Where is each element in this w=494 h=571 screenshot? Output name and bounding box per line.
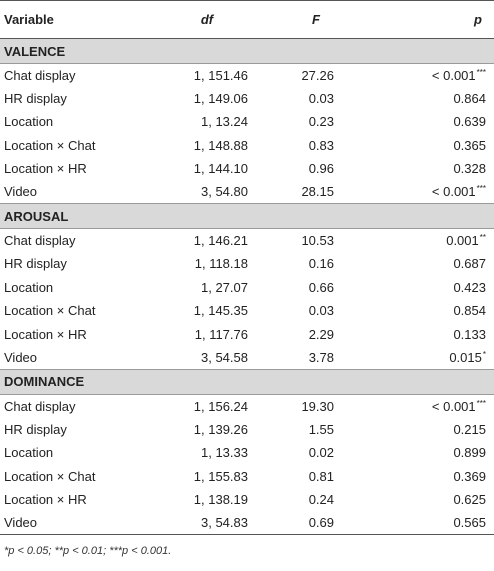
cell-f: 0.66 <box>308 279 334 295</box>
p-value: 0.423 <box>453 279 486 295</box>
table-row <box>0 441 494 464</box>
p-value: 0.687 <box>453 256 486 272</box>
cell-variable: Location <box>4 114 54 130</box>
cell-variable: Location × HR <box>4 326 87 342</box>
cell-p <box>366 276 494 299</box>
p-value: 0.365 <box>453 137 486 153</box>
p-value: < 0.001 <box>431 398 476 414</box>
table-row <box>0 511 494 534</box>
cell-f: 0.03 <box>308 303 334 319</box>
significance-stars: * <box>482 349 486 359</box>
cell-p <box>366 180 494 203</box>
significance-stars: *** <box>476 184 486 194</box>
cell-f: 1.55 <box>308 421 334 437</box>
table-row <box>0 418 494 441</box>
cell-f: 0.81 <box>308 468 334 484</box>
p-value: 0.864 <box>453 91 486 107</box>
table-row <box>0 322 494 345</box>
cell-variable: Location × Chat <box>4 303 96 319</box>
cell-variable: Location × Chat <box>4 468 96 484</box>
cell-df: 3, 54.83 <box>148 511 266 534</box>
p-value: 0.899 <box>453 445 486 461</box>
significance-stars: *** <box>476 398 486 408</box>
cell-f: 2.29 <box>308 326 334 342</box>
cell-f: 0.23 <box>308 114 334 130</box>
table-row <box>0 134 494 157</box>
cell-df: 1, 117.76 <box>194 326 248 342</box>
cell-f: 28.15 <box>301 184 334 200</box>
table-row <box>0 394 494 417</box>
p-value: < 0.001 <box>431 67 476 83</box>
cell-df: 1, 118.18 <box>194 256 248 272</box>
cell-p <box>366 441 494 464</box>
p-value: 0.015 <box>449 349 482 365</box>
cell-f: 0.69 <box>266 511 366 534</box>
table-row <box>0 252 494 275</box>
cell-df: 1, 138.19 <box>193 491 248 507</box>
cell-df: 1, 145.35 <box>193 303 248 319</box>
cell-p <box>366 418 494 441</box>
cell-variable: HR display <box>4 91 67 107</box>
p-value: 0.369 <box>453 468 486 484</box>
cell-p <box>366 322 494 345</box>
p-value: 0.328 <box>453 161 486 177</box>
cell-variable: Chat display <box>4 233 76 249</box>
cell-df: 1, 146.21 <box>193 233 248 249</box>
cell-f: 0.03 <box>308 91 334 107</box>
cell-df: 1, 148.88 <box>193 137 248 153</box>
cell-variable: Video <box>0 511 148 534</box>
cell-variable: Chat display <box>4 67 76 83</box>
header-variable: Variable <box>0 1 148 39</box>
table-row <box>0 157 494 180</box>
significance-stars: ** <box>479 233 486 243</box>
cell-df: 1, 139.26 <box>193 421 248 437</box>
cell-p <box>366 157 494 180</box>
header-df: df <box>148 1 266 39</box>
cell-p <box>366 87 494 110</box>
header-f: F <box>266 1 366 39</box>
table-row <box>0 229 494 252</box>
cell-f: 0.83 <box>308 137 334 153</box>
cell-df: 1, 151.46 <box>193 67 248 83</box>
cell-df: 1, 13.24 <box>201 114 248 130</box>
cell-df: 1, 13.33 <box>201 445 248 461</box>
cell-df: 1, 144.10 <box>193 161 248 177</box>
p-value: 0.854 <box>453 303 486 319</box>
cell-variable: HR display <box>4 421 67 437</box>
p-value: < 0.001 <box>431 184 476 200</box>
cell-df: 1, 149.06 <box>193 91 248 107</box>
cell-p <box>366 464 494 487</box>
cell-p <box>366 394 494 417</box>
cell-p <box>366 134 494 157</box>
p-value: 0.133 <box>453 326 486 342</box>
cell-f: 3.78 <box>308 349 334 365</box>
table-header-row <box>0 1 494 39</box>
cell-f: 19.30 <box>301 398 334 414</box>
cell-p <box>366 229 494 252</box>
cell-df: 1, 155.83 <box>193 468 248 484</box>
cell-variable: Location × HR <box>4 491 87 507</box>
section-title: AROUSAL <box>0 204 494 229</box>
cell-variable: HR display <box>4 256 67 272</box>
cell-p <box>366 110 494 133</box>
section-title: DOMINANCE <box>0 369 494 394</box>
cell-df: 1, 27.07 <box>201 279 248 295</box>
table-row <box>0 110 494 133</box>
p-value: 0.639 <box>453 114 486 130</box>
cell-variable: Location <box>4 445 54 461</box>
cell-p <box>366 346 494 369</box>
table-row <box>0 64 494 87</box>
header-p: p <box>366 1 494 39</box>
cell-variable: Location × Chat <box>4 137 96 153</box>
cell-f: 0.16 <box>308 256 334 272</box>
table-row <box>0 464 494 487</box>
p-value: 0.565 <box>453 515 486 531</box>
p-value: 0.215 <box>453 421 486 437</box>
cell-df: 1, 156.24 <box>193 398 248 414</box>
cell-df: 3, 54.80 <box>201 184 248 200</box>
table-row <box>0 488 494 511</box>
cell-df: 3, 54.58 <box>201 349 248 365</box>
table-row <box>0 87 494 110</box>
cell-variable: Chat display <box>4 398 76 414</box>
cell-p <box>366 299 494 322</box>
table-body <box>0 39 494 535</box>
section-title: VALENCE <box>0 39 494 64</box>
p-value: 0.001 <box>446 233 479 249</box>
table-row <box>0 180 494 203</box>
cell-p <box>366 252 494 275</box>
table-row <box>0 276 494 299</box>
p-value: 0.625 <box>453 491 486 507</box>
cell-f: 0.96 <box>308 161 334 177</box>
section-header-row <box>0 39 494 64</box>
cell-f: 0.24 <box>308 491 334 507</box>
table-row <box>0 299 494 322</box>
cell-variable: Video <box>4 184 38 200</box>
cell-variable: Location <box>4 279 54 295</box>
cell-p <box>366 64 494 87</box>
cell-f: 0.02 <box>308 445 334 461</box>
significance-stars: *** <box>476 67 486 77</box>
cell-p <box>366 511 494 534</box>
section-header-row <box>0 369 494 394</box>
section-header-row <box>0 204 494 229</box>
table-footnote: *p < 0.05; **p < 0.01; ***p < 0.001. <box>4 545 172 558</box>
cell-variable: Location × HR <box>4 161 87 177</box>
cell-f: 10.53 <box>301 233 334 249</box>
cell-variable: Video <box>4 349 38 365</box>
cell-f: 27.26 <box>301 67 334 83</box>
table-row <box>0 346 494 369</box>
cell-p <box>366 488 494 511</box>
